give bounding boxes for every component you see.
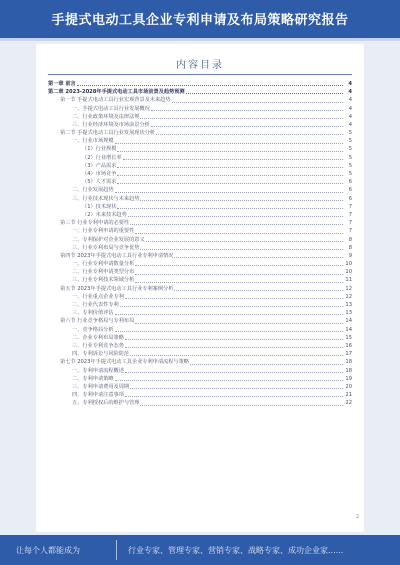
toc-entry-label: （4）市场竞争 — [82, 171, 117, 178]
toc-entry-page: 4 — [348, 113, 352, 120]
toc-entry-label: 二、专利保护对企业发展的意义 — [72, 236, 145, 243]
toc-entry-page: 18 — [345, 359, 352, 366]
toc-entry[interactable] — [48, 162, 352, 170]
toc-entry[interactable] — [48, 211, 352, 219]
toc-entry-label: 二、行业发展趋势 — [72, 187, 114, 194]
toc-entry[interactable] — [48, 358, 352, 366]
toc-entry[interactable] — [48, 88, 352, 96]
toc-leader-dots — [115, 380, 343, 381]
toc-leader-dots — [117, 167, 343, 168]
toc-entry[interactable] — [48, 236, 352, 244]
toc-leader-dots — [186, 93, 343, 94]
toc-entry-page: 4 — [348, 97, 352, 104]
toc-entry-label: 第五节 2023年手提式电动工具行业专利案例分析 — [60, 285, 174, 292]
toc-entry[interactable] — [48, 195, 352, 203]
toc-entry[interactable] — [48, 203, 352, 211]
toc-entry-page: 6 — [348, 195, 352, 202]
toc-entry-page: 20 — [345, 383, 352, 390]
toc-entry-label: 五、专利授权后的维护与管理 — [72, 400, 140, 407]
toc-entry-page: 7 — [348, 203, 352, 210]
toc-entry[interactable] — [48, 293, 352, 301]
toc-entry[interactable] — [48, 399, 352, 407]
toc-entry-page: 9 — [348, 252, 352, 259]
page-number: 2 — [356, 514, 360, 520]
toc-entry-page: 6 — [348, 187, 352, 194]
toc-leader-dots — [151, 110, 343, 111]
toc-leader-dots — [140, 200, 343, 201]
toc-entry-page: 15 — [345, 334, 352, 341]
toc-entry-label: 一、行业市场规模 — [72, 138, 114, 145]
toc-entry-label: 四、专利申请注意事项 — [72, 392, 124, 399]
toc-leader-dots — [117, 208, 343, 209]
toc-entry-page: 5 — [348, 154, 352, 161]
toc-entry-page: 5 — [348, 162, 352, 169]
toc-leader-dots — [146, 241, 343, 242]
toc-entry-page: 4 — [348, 89, 352, 96]
footer-slogan: 让每个人都能成为 — [16, 546, 80, 555]
toc-entry-label: 第三节 行业专利申请的必要性 — [60, 220, 130, 227]
toc-entry-label: （2）行业增长率 — [82, 154, 122, 161]
toc-entry-label: 第四节 2023年手提式电动工具行业专利申请情况 — [60, 252, 174, 259]
toc-entry-page: 13 — [345, 310, 352, 317]
toc-leader-dots — [117, 183, 343, 184]
toc-entry-page: 7 — [348, 228, 352, 235]
toc-entry-page: 5 — [348, 138, 352, 145]
toc-entry[interactable] — [48, 252, 352, 260]
toc-leader-dots — [135, 265, 343, 266]
toc-leader-dots — [151, 126, 343, 127]
toc-entry-label: 一、手提式电动工具行业发展概况 — [72, 105, 150, 112]
toc-entry-label: 二、行业代表性专利 — [72, 302, 119, 309]
toc-entry[interactable] — [48, 137, 352, 145]
toc-entry-page: 5 — [348, 130, 352, 137]
toc-entry[interactable] — [48, 105, 352, 113]
toc-entry-label: 第六节 行业竞争格局与专利布局 — [60, 318, 135, 325]
toc-entry-label: 一、行业专利申请数量分析 — [72, 261, 135, 268]
toc-entry-label: 三、专利申请费用及周期 — [72, 383, 130, 390]
toc-entry[interactable] — [48, 367, 352, 375]
toc-entry[interactable] — [48, 186, 352, 194]
toc-entry-label: 一、专利申请流程概述 — [72, 367, 124, 374]
toc-leader-dots — [125, 372, 343, 373]
toc-entry[interactable] — [48, 178, 352, 186]
toc-entry-label: 第一章 前言 — [48, 80, 76, 87]
toc-entry[interactable] — [48, 154, 352, 162]
toc-leader-dots — [174, 257, 343, 258]
toc-entry-page: 14 — [345, 318, 352, 325]
toc-title: 内容目录 — [176, 60, 224, 71]
toc-entry-label: 二、专利申请策略 — [72, 375, 114, 382]
toc-entry-page: 17 — [345, 351, 352, 358]
toc-leader-dots — [130, 224, 343, 225]
toc-entry-page: 4 — [348, 80, 352, 87]
toc-entry[interactable] — [48, 268, 352, 276]
toc-leader-dots — [115, 143, 343, 144]
toc-entry-label: 二、企业专利布局策略 — [72, 334, 124, 341]
footer-tags: 行业专家、管理专家、营销专家、战略专家、成功企业家...... — [128, 546, 344, 555]
toc-leader-dots — [117, 151, 343, 152]
toc-leader-dots — [123, 159, 343, 160]
toc-leader-dots — [77, 85, 343, 86]
toc-entry[interactable] — [48, 301, 352, 309]
toc-entry[interactable] — [48, 227, 352, 235]
toc-entry-label: 二、行业专利申请类型分布 — [72, 269, 135, 276]
toc-entry-page: 12 — [345, 285, 352, 292]
toc-entry-label: 第一节 手提式电动工具行业宏观背景及未来趋势 — [60, 97, 171, 104]
toc-entry-page: 11 — [345, 277, 352, 284]
toc-entry-label: （2）未来技术趋势 — [82, 211, 127, 218]
toc-leader-dots — [125, 396, 343, 397]
toc-entry-page: 8 — [348, 236, 352, 243]
toc-leader-dots — [140, 405, 343, 406]
toc-leader-dots — [125, 347, 343, 348]
toc-leader-dots — [117, 175, 343, 176]
toc-entry-page: 19 — [345, 375, 352, 382]
toc-entry-label: 三、行业经济环境及市场前景分析 — [72, 121, 150, 128]
toc-entry[interactable] — [48, 96, 352, 104]
toc-entry-page: 8 — [348, 244, 352, 251]
toc-entry[interactable] — [48, 170, 352, 178]
toc-entry-label: 三、专利价值评估 — [72, 310, 114, 317]
toc-leader-dots — [172, 102, 343, 103]
toc-entry-page: 10 — [345, 261, 352, 268]
toc-leader-dots — [120, 306, 343, 307]
toc-divider — [48, 74, 352, 75]
toc-entry[interactable] — [48, 113, 352, 121]
toc-entry[interactable] — [48, 129, 352, 137]
toc-entry-label: 四、专利诉讼与风险防范 — [72, 351, 130, 358]
toc-entry[interactable] — [48, 383, 352, 391]
toc-entry-label: 第七节 2023年手提式电动工具企业专利申请流程与策略 — [60, 359, 189, 366]
toc-entry[interactable] — [48, 309, 352, 317]
toc-entry[interactable] — [48, 326, 352, 334]
toc-entry-page: 4 — [348, 121, 352, 128]
toc-entry-label: 三、行业专利竞争态势 — [72, 342, 124, 349]
toc-entry[interactable] — [48, 260, 352, 268]
toc-entry[interactable] — [48, 350, 352, 358]
toc-leader-dots — [115, 192, 343, 193]
toc-leader-dots — [125, 298, 343, 299]
toc-entry-label: （5）人才需求 — [82, 179, 117, 186]
toc-entry-page: 22 — [345, 400, 352, 407]
toc-entry-page: 18 — [345, 367, 352, 374]
toc-entry[interactable] — [48, 334, 352, 342]
toc-leader-dots — [128, 216, 343, 217]
toc-leader-dots — [190, 364, 343, 365]
toc-entry-page: 13 — [345, 302, 352, 309]
toc-entry-label: 三、行业专利技术领域分析 — [72, 277, 135, 284]
toc-leader-dots — [140, 249, 343, 250]
toc-entry-label: （1）技术现状 — [82, 203, 117, 210]
toc-leader-dots — [140, 118, 343, 119]
toc-leader-dots — [174, 290, 343, 291]
toc-entry[interactable] — [48, 80, 352, 88]
toc-entry-page: 16 — [345, 342, 352, 349]
toc-entry[interactable] — [48, 317, 352, 325]
toc-leader-dots — [135, 233, 343, 234]
toc-entry-label: （3）产品需求 — [82, 162, 117, 169]
toc-entry[interactable] — [48, 121, 352, 129]
header-accent-line — [0, 38, 400, 41]
toc-entry-label: 第二节 手提式电动工具行业发展现状分析 — [60, 130, 156, 137]
toc-leader-dots — [135, 282, 343, 283]
toc-entry-page: 5 — [348, 171, 352, 178]
toc-entry-page: 7 — [348, 211, 352, 218]
toc-entry-label: 二、行业政策环境及法律法规 — [72, 113, 140, 120]
toc-leader-dots — [156, 134, 343, 135]
toc-leader-dots — [130, 355, 343, 356]
toc-entry-page: 21 — [345, 392, 352, 399]
toc-entry[interactable] — [48, 219, 352, 227]
toc-entry-label: 第二章 2023-2028年手提式电动工具市场前景及趋势预测 — [48, 89, 185, 96]
toc-entry-page: 14 — [345, 326, 352, 333]
toc-leader-dots — [125, 339, 343, 340]
toc-leader-dots — [130, 388, 343, 389]
toc-entry[interactable] — [48, 244, 352, 252]
toc-entry[interactable] — [48, 277, 352, 285]
report-title: 手提式电动工具企业专利申请及布局策略研究报告 — [51, 13, 349, 28]
toc-entry[interactable] — [48, 342, 352, 350]
toc-entry-page: 6 — [348, 179, 352, 186]
toc-entry-page: 7 — [348, 220, 352, 227]
toc-entry-page: 10 — [345, 269, 352, 276]
toc-entry[interactable] — [48, 391, 352, 399]
toc-entry-label: 三、行业专利布局与竞争优势 — [72, 244, 140, 251]
toc-entry[interactable] — [48, 375, 352, 383]
table-of-contents — [48, 80, 352, 408]
toc-leader-dots — [115, 331, 343, 332]
toc-leader-dots — [135, 274, 343, 275]
toc-leader-dots — [135, 323, 343, 324]
toc-entry-label: （1）行业规模 — [82, 146, 117, 153]
footer-divider — [116, 540, 117, 560]
toc-leader-dots — [115, 314, 343, 315]
toc-entry-label: 一、竞争格局分析 — [72, 326, 114, 333]
toc-entry-page: 12 — [345, 293, 352, 300]
toc-entry[interactable] — [48, 146, 352, 154]
toc-entry-page: 5 — [348, 146, 352, 153]
toc-entry-page: 4 — [348, 105, 352, 112]
toc-entry[interactable] — [48, 285, 352, 293]
toc-entry-label: 一、行业专利申请的重要性 — [72, 228, 135, 235]
toc-entry-label: 一、行业重点企业专利 — [72, 293, 124, 300]
toc-entry-label: 三、行业技术现状与未来趋势 — [72, 195, 140, 202]
